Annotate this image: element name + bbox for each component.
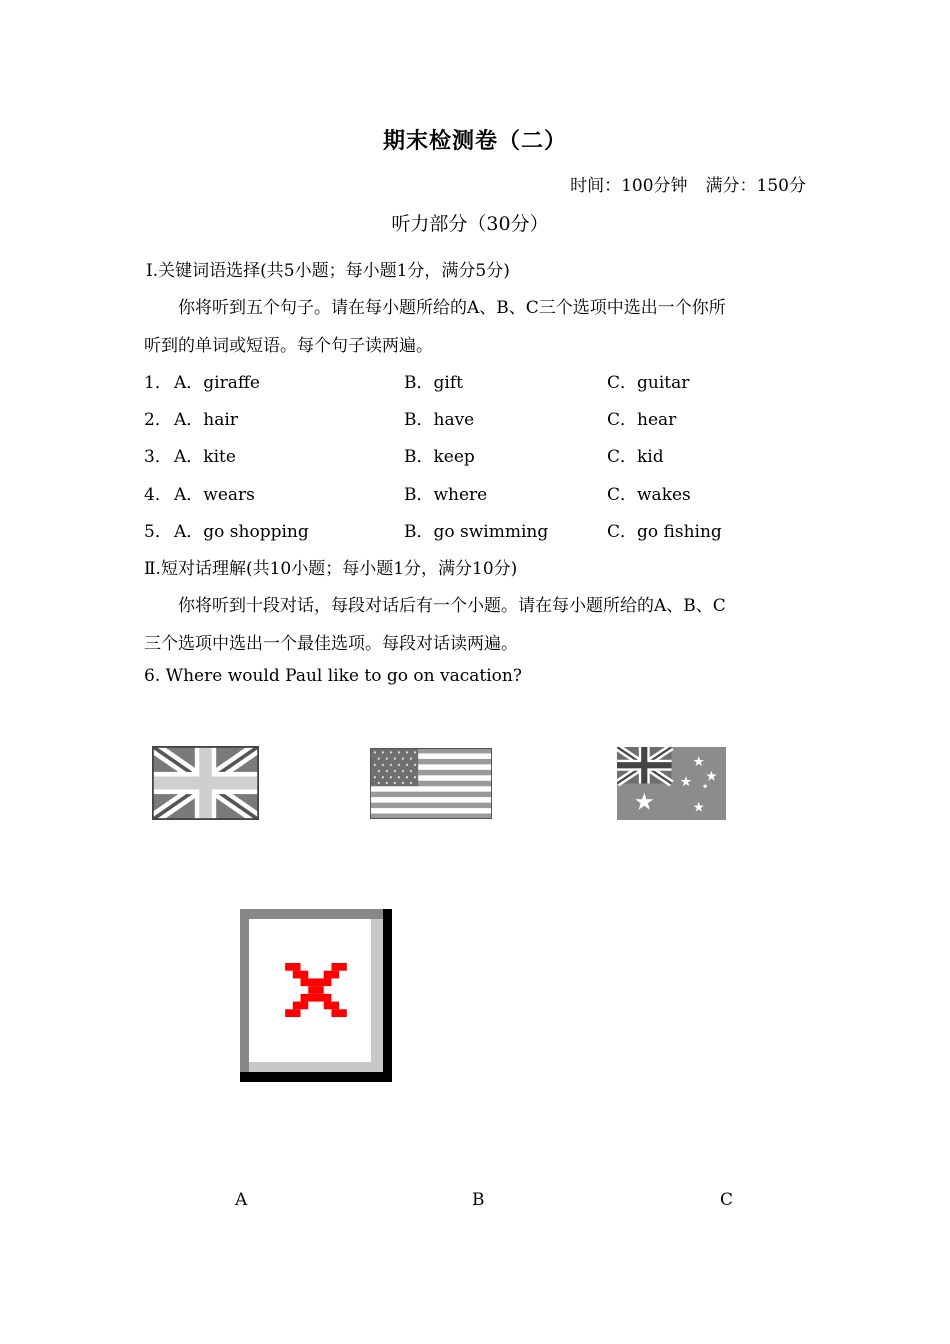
question-6: 6. Where would Paul like to go on vacation? — [144, 666, 522, 686]
option-a: A．kite — [174, 447, 236, 467]
option-a: A．hair — [174, 410, 238, 430]
option-c: C．kid — [607, 447, 664, 467]
part2-heading: Ⅱ.短对话理解(共10小题；每小题1分，满分10分) — [144, 559, 518, 579]
question-number: 4． — [144, 485, 172, 505]
question-number: 5． — [144, 522, 172, 542]
option-b: B．have — [404, 410, 475, 430]
error-x-icon — [284, 963, 348, 1017]
option-b: B．where — [404, 485, 488, 505]
question-number: 1． — [144, 373, 172, 393]
part2-instruction-line2: 三个选项中选出一个最佳选项。每段对话读两遍。 — [144, 634, 518, 654]
option-c: C．go fishing — [607, 522, 722, 542]
option-b: B．go swimming — [404, 522, 549, 542]
option-a: A．giraffe — [174, 373, 260, 393]
australia-flag-icon — [617, 747, 726, 820]
exam-meta — [570, 171, 806, 196]
part1-instruction-line1: 你将听到五个句子。请在每小题所给的A、B、C三个选项中选出一个你所 — [178, 298, 726, 318]
total-score: 满分：150分 — [705, 176, 806, 196]
question-number: 2． — [144, 410, 172, 430]
option-a: A．wears — [174, 485, 255, 505]
option-c: C．wakes — [607, 485, 691, 505]
page-title: 期末检测卷（二） — [382, 128, 567, 154]
broken-image-icon — [240, 909, 392, 1082]
time-limit: 时间：100分钟 — [570, 176, 688, 196]
caption-c: C — [720, 1190, 734, 1210]
part2-instruction-line1: 你将听到十段对话，每段对话后有一个小题。请在每小题所给的A、B、C — [178, 596, 726, 616]
option-c: C．guitar — [607, 373, 690, 393]
part1-heading: Ⅰ.关键词语选择(共5小题；每小题1分，满分5分) — [146, 261, 510, 281]
section-title: 听力部分（30分） — [391, 213, 549, 235]
part1-instruction-line2: 听到的单词或短语。每个句子读两遍。 — [144, 336, 433, 356]
option-b: B．gift — [404, 373, 463, 393]
caption-a: A — [235, 1190, 248, 1210]
option-c: C．hear — [607, 410, 677, 430]
us-flag-icon — [370, 748, 492, 819]
question-number: 3． — [144, 447, 172, 467]
caption-b: B — [472, 1190, 485, 1210]
option-b: B．keep — [404, 447, 475, 467]
uk-flag-icon — [152, 746, 259, 820]
option-a: A．go shopping — [174, 522, 309, 542]
